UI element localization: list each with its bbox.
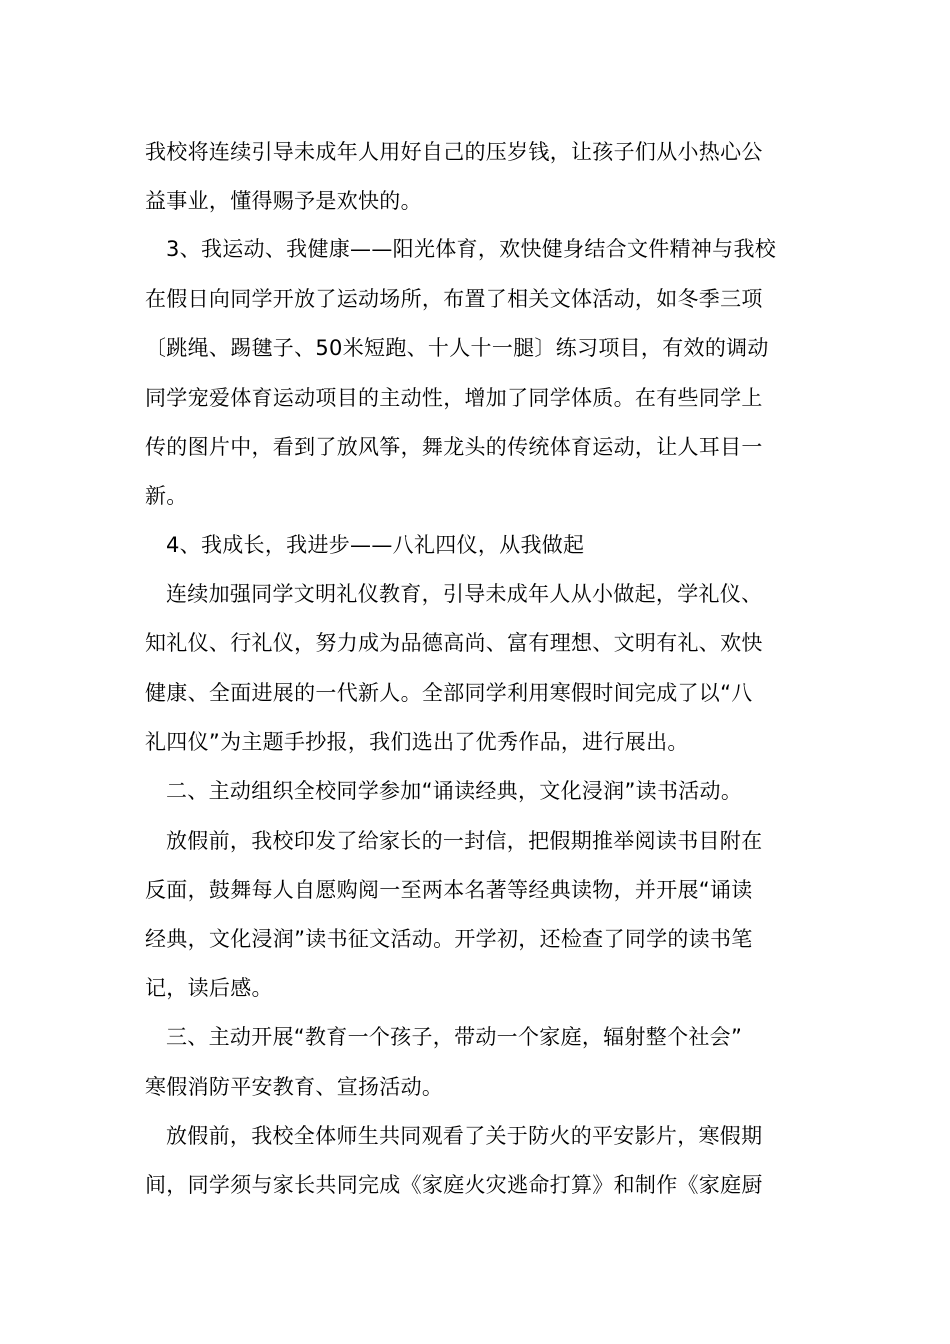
text-line: 我校将连续引导未成年人用好自己的压岁钱，让孩子们从小热心公: [145, 140, 763, 164]
text-line: 〔跳绳、踢毽子、50米短跑、十人十一腿〕练习项目，有效的调动: [145, 336, 769, 360]
text-line: 健康、全面进展的一代新人。全部同学利用寒假时间完成了以“八: [145, 681, 753, 705]
text-line: 同学宠爱体育运动项目的主动性，增加了同学体质。在有些同学上: [145, 386, 763, 410]
text-line: 放假前，我校全体师生共同观看了关于防火的平安影片，寒假期: [166, 1124, 763, 1148]
text-line: 新。: [145, 484, 188, 508]
text-line: 在假日向同学开放了运动场所，布置了相关文体活动，如冬季三项: [145, 287, 763, 311]
text-line: 间，同学须与家长共同完成《家庭火灾逃命打算》和制作《家庭厨: [145, 1173, 763, 1197]
text-line: 传的图片中，看到了放风筝，舞龙头的传统体育运动，让人耳目一: [145, 435, 763, 459]
text-line: 知礼仪、行礼仪，努力成为品德高尚、富有理想、文明有礼、欢快: [145, 631, 763, 655]
text-line: 反面，鼓舞每人自愿购阅一至两本名著等经典读物，并开展“诵读: [145, 878, 753, 902]
text-line: 三、主动开展“教育一个孩子，带动一个家庭，辐射整个社会”: [166, 1025, 743, 1049]
text-line: 礼四仪”为主题手抄报，我们选出了优秀作品，进行展出。: [145, 730, 689, 754]
text-line: 经典，文化浸润”读书征文活动。开学初，还检查了同学的读书笔: [145, 927, 753, 951]
text-line: 益事业，懂得赐予是欢快的。: [145, 189, 422, 213]
text-line: 放假前，我校印发了给家长的一封信，把假期推举阅读书目附在: [166, 829, 763, 853]
text-line: 3、我运动、我健康——阳光体育，欢快健身结合文件精神与我校: [166, 237, 777, 261]
text-line: 寒假消防平安教育、宣扬活动。: [145, 1075, 444, 1099]
text-line: 记，读后感。: [145, 976, 273, 1000]
text-line: 二、主动组织全校同学参加“诵读经典，文化浸润”读书活动。: [166, 779, 743, 803]
text-line: 连续加强同学文明礼仪教育，引导未成年人从小做起，学礼仪、: [166, 582, 763, 606]
text-line: 4、我成长，我进步——八礼四仪，从我做起: [166, 533, 585, 557]
